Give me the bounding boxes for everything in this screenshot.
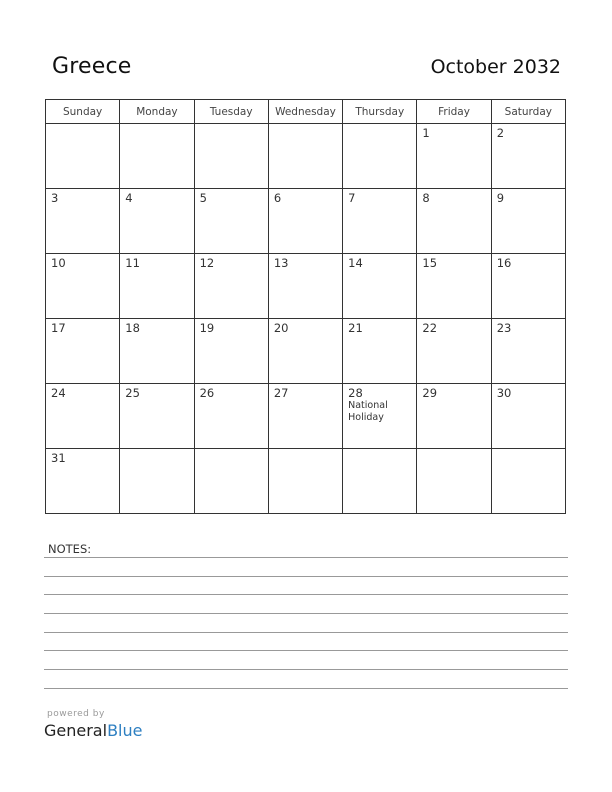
day-cell-content <box>46 319 119 383</box>
weekday-friday: Friday <box>417 100 491 124</box>
day-cell <box>268 254 342 319</box>
day-cell <box>194 384 268 449</box>
day-cell-content <box>46 254 119 318</box>
day-number: 30 <box>496 386 512 400</box>
day-cell <box>46 319 120 384</box>
day-cell <box>120 384 194 449</box>
day-cell <box>120 254 194 319</box>
day-number: 13 <box>273 256 289 270</box>
empty-day-cell <box>268 124 342 189</box>
note-line <box>44 688 568 689</box>
day-cell <box>491 189 565 254</box>
day-cell-content <box>120 254 193 318</box>
generalblue-logo[interactable] <box>44 721 142 740</box>
day-number: 21 <box>348 321 363 335</box>
day-number: 31 <box>51 451 66 465</box>
day-number: 9 <box>496 191 505 205</box>
day-cell <box>417 124 491 189</box>
day-cell <box>268 189 342 254</box>
weekday-tuesday: Tuesday <box>194 100 268 124</box>
day-cell-content <box>195 319 268 383</box>
day-cell-content <box>195 384 268 448</box>
day-cell <box>194 254 268 319</box>
day-cell-content <box>46 384 119 448</box>
note-line <box>44 650 568 651</box>
note-line <box>44 594 568 595</box>
day-number: 5 <box>199 191 207 205</box>
day-cell-content <box>120 449 193 513</box>
day-cell <box>46 189 120 254</box>
brand-general: General <box>44 721 108 740</box>
day-number: 25 <box>125 386 140 400</box>
day-number: 15 <box>422 256 438 270</box>
day-cell-content <box>269 319 342 383</box>
day-cell-content <box>417 384 490 448</box>
note-line <box>44 613 568 614</box>
day-cell <box>417 319 491 384</box>
day-number: 22 <box>422 321 438 335</box>
country-title: Greece <box>52 54 132 79</box>
day-cell <box>343 319 417 384</box>
empty-day-cell <box>120 449 194 514</box>
day-cell-content <box>195 254 268 318</box>
day-number: 12 <box>199 256 215 270</box>
day-cell-content <box>492 189 565 253</box>
day-number: 4 <box>125 191 133 205</box>
day-number: 26 <box>199 386 215 400</box>
brand-blue: Blue <box>107 721 143 740</box>
day-cell <box>46 384 120 449</box>
day-number: 27 <box>273 386 289 400</box>
day-cell <box>120 189 194 254</box>
weekday-saturday: Saturday <box>491 100 565 124</box>
day-cell-content <box>269 124 342 188</box>
week-row <box>46 189 566 254</box>
day-cell-content <box>269 384 342 448</box>
empty-day-cell <box>46 124 120 189</box>
day-cell <box>46 254 120 319</box>
day-cell-content <box>120 189 193 253</box>
calendar-grid <box>45 99 566 514</box>
day-cell <box>343 189 417 254</box>
day-cell-content <box>120 384 193 448</box>
note-line <box>44 632 568 633</box>
day-number: 24 <box>51 386 66 400</box>
day-cell-content <box>417 254 490 318</box>
day-cell <box>194 319 268 384</box>
day-cell-content <box>46 124 119 188</box>
day-number: 28 <box>348 386 363 400</box>
day-number: 10 <box>51 256 66 270</box>
day-number: 14 <box>348 256 363 270</box>
day-cell <box>491 384 565 449</box>
week-row <box>46 449 566 514</box>
empty-day-cell <box>491 449 565 514</box>
day-cell <box>343 254 417 319</box>
day-number: 17 <box>51 321 66 335</box>
day-cell-content <box>195 189 268 253</box>
day-cell <box>417 384 491 449</box>
day-cell-content <box>343 449 416 513</box>
day-number: 16 <box>496 256 512 270</box>
note-line <box>44 557 568 558</box>
day-number: 8 <box>422 191 430 205</box>
empty-day-cell <box>194 449 268 514</box>
day-cell <box>268 319 342 384</box>
day-cell-content <box>492 384 565 448</box>
day-cell-content <box>492 124 565 188</box>
day-cell-content <box>343 319 416 383</box>
day-number: 1 <box>422 126 430 140</box>
day-number: 18 <box>125 321 140 335</box>
day-cell-content <box>343 124 416 188</box>
day-number: 6 <box>273 191 282 205</box>
day-cell-content <box>120 319 193 383</box>
day-cell-content <box>46 189 119 253</box>
notes-label: NOTES: <box>48 542 92 556</box>
weekday-thursday: Thursday <box>343 100 417 124</box>
day-cell-content <box>120 124 193 188</box>
day-cell-content <box>269 254 342 318</box>
empty-day-cell <box>417 449 491 514</box>
empty-day-cell <box>194 124 268 189</box>
day-cell <box>491 124 565 189</box>
empty-day-cell <box>343 449 417 514</box>
day-cell <box>46 449 120 514</box>
day-cell-content <box>343 384 416 448</box>
day-number: 23 <box>496 321 512 335</box>
week-row <box>46 319 566 384</box>
day-cell-content <box>343 254 416 318</box>
day-cell-content <box>417 124 490 188</box>
note-line <box>44 669 568 670</box>
day-number: 2 <box>496 126 505 140</box>
day-cell-content <box>417 189 490 253</box>
day-number: 20 <box>273 321 289 335</box>
day-number: 29 <box>422 386 438 400</box>
holiday-event: National Holiday <box>348 400 388 423</box>
empty-day-cell <box>120 124 194 189</box>
note-line <box>44 576 568 577</box>
day-cell <box>120 319 194 384</box>
day-cell <box>343 384 417 449</box>
day-number: 11 <box>125 256 140 270</box>
day-cell-content <box>492 319 565 383</box>
week-row <box>46 254 566 319</box>
empty-day-cell <box>343 124 417 189</box>
day-cell-content <box>269 189 342 253</box>
day-cell-content <box>195 124 268 188</box>
day-cell-content <box>195 449 268 513</box>
week-row <box>46 384 566 449</box>
day-number: 3 <box>51 191 59 205</box>
day-cell <box>417 254 491 319</box>
weekday-sunday: Sunday <box>46 100 120 124</box>
week-row <box>46 124 566 189</box>
day-cell-content <box>492 254 565 318</box>
day-cell-content <box>492 449 565 513</box>
powered-by-text: powered by <box>47 709 105 719</box>
weekday-header-row <box>46 100 566 124</box>
day-number: 19 <box>199 321 215 335</box>
day-cell-content <box>46 449 119 513</box>
empty-day-cell <box>268 449 342 514</box>
weekday-monday: Monday <box>120 100 194 124</box>
day-cell-content <box>417 449 490 513</box>
day-cell-content <box>343 189 416 253</box>
day-cell <box>491 254 565 319</box>
day-cell-content <box>269 449 342 513</box>
weekday-wednesday: Wednesday <box>268 100 342 124</box>
day-cell <box>491 319 565 384</box>
day-cell <box>417 189 491 254</box>
day-cell-content <box>417 319 490 383</box>
day-number: 7 <box>348 191 356 205</box>
day-cell <box>194 189 268 254</box>
day-cell <box>268 384 342 449</box>
month-year-title: October 2032 <box>430 56 561 78</box>
